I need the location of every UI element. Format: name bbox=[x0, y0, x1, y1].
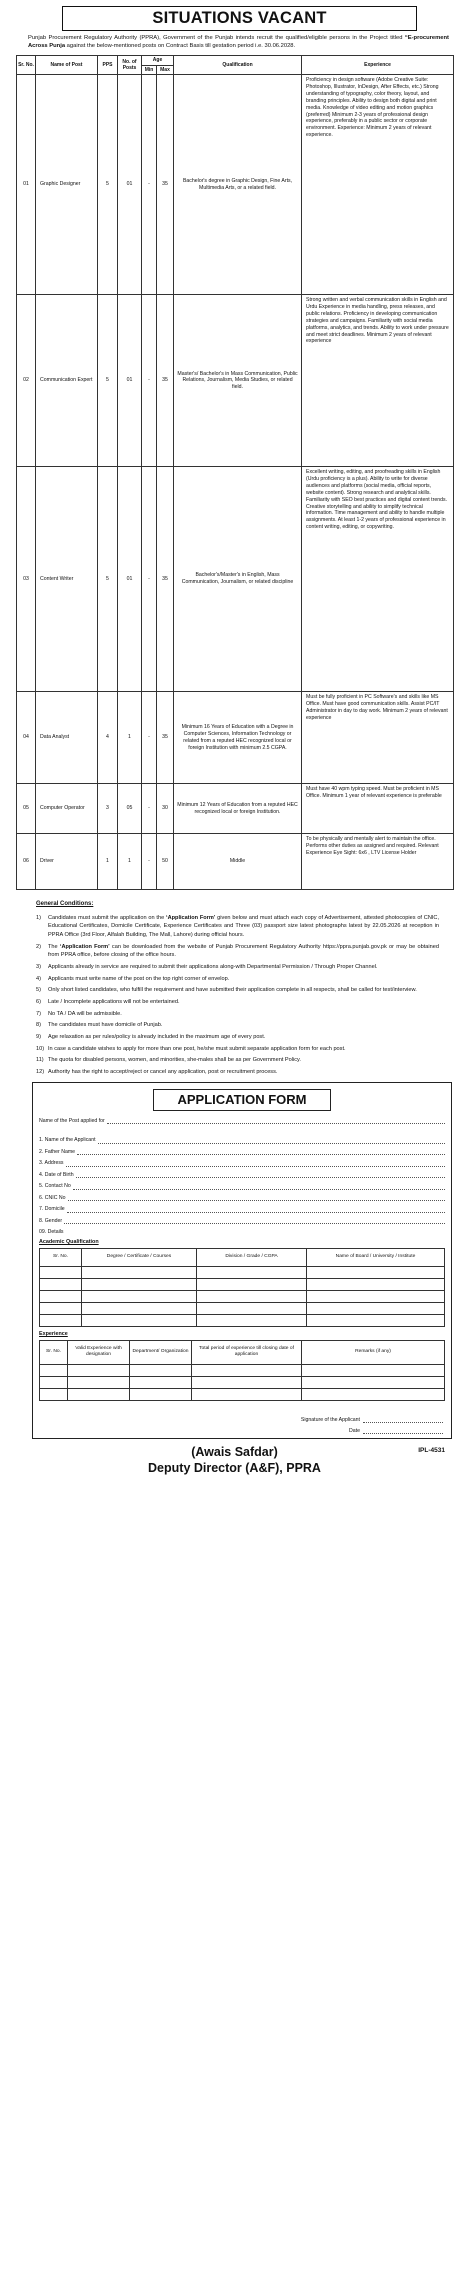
field-label: 4. Date of Birth bbox=[39, 1171, 74, 1178]
project-title: “E-procurement Across Punja bbox=[28, 34, 449, 50]
table-cell[interactable] bbox=[82, 1290, 197, 1302]
field-label: 7. Domicile bbox=[39, 1206, 65, 1213]
cell-pps: 5 bbox=[98, 467, 118, 692]
cell-posts: 01 bbox=[118, 467, 142, 692]
signatory bbox=[16, 1445, 453, 1476]
form-field[interactable] bbox=[33, 1147, 451, 1159]
cell-experience: Must be fully proficient in PC Software's and skills like MS Office. Must have good communication skills. Assist PC/IT Administrator in day to day work. Minimum 2 years of relevant experience bbox=[302, 692, 454, 784]
table-cell[interactable] bbox=[197, 1314, 307, 1326]
header-qualification: Qualification bbox=[174, 56, 302, 75]
cell-qualification: Minimum 16 Years of Education with a Degree in Computer Sciences, Information Technology or related from a reputed HEC recognized local or foreign Institution with minimum 2.5 CGPA. bbox=[174, 692, 302, 784]
header-age-min: Min bbox=[142, 65, 157, 75]
signature-label: Signature of the Applicant bbox=[300, 1417, 360, 1424]
condition-text-part: can be downloaded from the website of Punjab Procurement Regulatory Authority https://ppra.punjab.gov.pk or may be obtained from PPRA office, before closing of the office hours. bbox=[48, 943, 439, 959]
list-item bbox=[36, 998, 439, 1007]
list-item bbox=[36, 1056, 439, 1065]
cell-age-min: - bbox=[142, 692, 157, 784]
table-cell[interactable] bbox=[40, 1388, 68, 1400]
cell-age-max: 50 bbox=[157, 834, 174, 890]
table-cell[interactable] bbox=[68, 1376, 130, 1388]
condition-number: 5) bbox=[36, 987, 41, 994]
experience-header: Remarks (if any) bbox=[302, 1340, 445, 1364]
experience-header: Sr. No. bbox=[40, 1340, 68, 1364]
header-age-max: Max bbox=[157, 65, 174, 75]
table-row bbox=[17, 467, 454, 692]
table-cell[interactable] bbox=[40, 1290, 82, 1302]
cell-post: Graphic Designer bbox=[36, 75, 98, 295]
table-cell[interactable] bbox=[302, 1364, 445, 1376]
cell-experience: Excellent writing, editing, and proofreading skills in English (Urdu proficiency is a plus). Ability to write for diverse audiences and platforms (social media, official reports, website content). Strong research and analytical skills. Familiarity with SEO best practices and digital content trends. Creative storytelling and ability to simplify technical information. Time management and ability to handle multiple assignments. At least 1-2 years of professional experience in content writing, editing, or copywriting. bbox=[302, 467, 454, 692]
experience-heading: Experience bbox=[39, 1330, 68, 1337]
table-cell[interactable] bbox=[40, 1278, 82, 1290]
form-title: APPLICATION FORM bbox=[153, 1089, 331, 1110]
condition-text bbox=[48, 943, 439, 960]
header-pps: PPS bbox=[98, 56, 118, 75]
condition-number: 3) bbox=[36, 963, 41, 970]
list-item bbox=[36, 1021, 439, 1030]
header-age: Age bbox=[142, 56, 174, 66]
condition-number: 4) bbox=[36, 975, 41, 982]
field-line[interactable] bbox=[73, 1181, 445, 1190]
application-form bbox=[32, 1082, 452, 1438]
table-cell[interactable] bbox=[307, 1314, 445, 1326]
cell-pps: 5 bbox=[98, 75, 118, 295]
condition-number: 8) bbox=[36, 1022, 41, 1029]
field-label: 2. Father Name bbox=[39, 1148, 76, 1155]
list-item bbox=[36, 943, 439, 960]
list-item bbox=[36, 986, 439, 995]
condition-text bbox=[48, 914, 439, 940]
condition-number: 1) bbox=[36, 914, 41, 921]
condition-number: 10) bbox=[36, 1045, 45, 1052]
field-label: 6. CNIC No bbox=[39, 1194, 66, 1201]
field-line[interactable] bbox=[66, 1158, 445, 1167]
experience-table bbox=[39, 1340, 445, 1401]
table-row[interactable] bbox=[40, 1266, 445, 1278]
list-item bbox=[36, 1033, 439, 1042]
header-no-of-posts: No. of Posts bbox=[118, 56, 142, 75]
field-label: 09. Details bbox=[39, 1229, 64, 1236]
cell-posts: 1 bbox=[118, 834, 142, 890]
condition-text: Only short listed candidates, who fulfill the requirement and have submitted their application complete in all respects, shall be called for test/interview. bbox=[48, 987, 417, 994]
general-conditions bbox=[36, 900, 439, 1076]
table-row bbox=[17, 692, 454, 784]
cell-qualification: Minimum 12 Years of Education from a reputed HEC recognized local or foreign Institution. bbox=[174, 784, 302, 834]
table-cell[interactable] bbox=[307, 1266, 445, 1278]
condition-number: 12) bbox=[36, 1068, 45, 1075]
table-row[interactable] bbox=[40, 1314, 445, 1326]
condition-text-bold: ‘Application Form’ bbox=[59, 943, 110, 950]
table-cell[interactable] bbox=[197, 1290, 307, 1302]
cell-age-max: 35 bbox=[157, 75, 174, 295]
form-field[interactable] bbox=[33, 1193, 451, 1205]
experience-header: Total period of experience till closing date of application bbox=[192, 1340, 302, 1364]
table-cell[interactable] bbox=[130, 1364, 192, 1376]
cell-post: Computer Operator bbox=[36, 784, 98, 834]
table-cell[interactable] bbox=[130, 1376, 192, 1388]
table-row bbox=[17, 784, 454, 834]
table-cell[interactable] bbox=[82, 1278, 197, 1290]
post-applied-field[interactable] bbox=[33, 1116, 451, 1128]
cell-qualification: Middle bbox=[174, 834, 302, 890]
academic-header: Division / Grade / CGPA bbox=[197, 1248, 307, 1266]
cell-age-min: - bbox=[142, 784, 157, 834]
table-cell[interactable] bbox=[40, 1266, 82, 1278]
cell-age-max: 35 bbox=[157, 295, 174, 467]
cell-pps: 5 bbox=[98, 295, 118, 467]
table-cell[interactable] bbox=[82, 1266, 197, 1278]
signature-field[interactable] bbox=[33, 1413, 451, 1424]
experience-header: Department/ Organization bbox=[130, 1340, 192, 1364]
cell-age-min: - bbox=[142, 295, 157, 467]
condition-text-bold: ‘Application Form’ bbox=[166, 914, 216, 921]
field-label: 1. Name of the Applicant bbox=[39, 1137, 96, 1144]
cell-posts: 1 bbox=[118, 692, 142, 784]
date-field[interactable] bbox=[33, 1424, 451, 1435]
condition-text: Applicants already in service are required to submit their applications along-with Departmental Permission / Through Proper Channel. bbox=[48, 963, 378, 970]
table-cell[interactable] bbox=[130, 1388, 192, 1400]
condition-text-part: The bbox=[48, 943, 60, 950]
condition-number: 2) bbox=[36, 943, 41, 950]
academic-header: Sr. No. bbox=[40, 1248, 82, 1266]
form-field[interactable] bbox=[33, 1170, 451, 1182]
form-field[interactable] bbox=[33, 1158, 451, 1170]
intro-text-2: against the below-mentioned posts on Contract Basis till gestation period i.e. 30.06.2028. bbox=[65, 43, 296, 50]
date-label: Date bbox=[349, 1428, 360, 1435]
list-item bbox=[36, 963, 439, 972]
table-cell[interactable] bbox=[197, 1278, 307, 1290]
academic-header: Name of Board / University / Institute bbox=[307, 1248, 445, 1266]
table-row[interactable] bbox=[40, 1364, 445, 1376]
table-cell[interactable] bbox=[40, 1376, 68, 1388]
table-cell[interactable] bbox=[82, 1302, 197, 1314]
condition-text: The quota for disabled persons, women, and minorities, she-males shall be as per Government Policy. bbox=[48, 1057, 301, 1064]
cell-qualification: Bachelor's degree in Graphic Design, Fine Arts, Multimedia Arts, or a related field. bbox=[174, 75, 302, 295]
academic-table bbox=[39, 1248, 445, 1327]
cell-experience: Strong written and verbal communication skills in English and Urdu Experience in media handling, press releases, and public relations. Proficiency in developing communication strategies and campaigns. Familiarity with social media platforms, analytics, and trends. Ability to work under pressure and meet strict deadlines. Minimum 2 years of relevant experience bbox=[302, 295, 454, 467]
cell-age-min: - bbox=[142, 467, 157, 692]
cell-age-min: - bbox=[142, 75, 157, 295]
form-field[interactable] bbox=[33, 1204, 451, 1216]
cell-sr: 05 bbox=[17, 784, 36, 834]
table-cell[interactable] bbox=[197, 1266, 307, 1278]
cell-post: Content Writer bbox=[36, 467, 98, 692]
table-cell[interactable] bbox=[302, 1376, 445, 1388]
general-conditions-heading: General Conditions: bbox=[36, 901, 94, 908]
table-cell[interactable] bbox=[197, 1302, 307, 1314]
cell-age-min: - bbox=[142, 834, 157, 890]
condition-number: 7) bbox=[36, 1010, 41, 1017]
table-row[interactable] bbox=[40, 1376, 445, 1388]
table-cell[interactable] bbox=[68, 1364, 130, 1376]
list-item bbox=[36, 914, 439, 940]
field-line[interactable] bbox=[67, 1204, 445, 1213]
page-title: SITUATIONS VACANT bbox=[62, 6, 417, 31]
cell-posts: 01 bbox=[118, 295, 142, 467]
ipl-code: IPL-4531 bbox=[418, 1446, 445, 1454]
date-line[interactable] bbox=[363, 1433, 443, 1434]
field-label: 5. Contact No bbox=[39, 1183, 71, 1190]
field-label: Name of the Post applied for bbox=[39, 1117, 105, 1124]
cell-sr: 01 bbox=[17, 75, 36, 295]
table-cell[interactable] bbox=[307, 1278, 445, 1290]
table-cell[interactable] bbox=[192, 1376, 302, 1388]
condition-text-part: given below and must attach each copy of Advertisement, attested photocopies of CNIC, Educational Certificates, Domicile Certificate, Experience Certificates and Three (03) passport size latest photographs latest by 22.05.2026 at reception in PPRA Office (3rd Floor, Alfalah Building, The Mall, Lahore) during official hours. bbox=[48, 914, 440, 938]
list-item bbox=[36, 1010, 439, 1019]
cell-post: Driver bbox=[36, 834, 98, 890]
signature-line[interactable] bbox=[363, 1422, 443, 1423]
conditions-list bbox=[36, 914, 439, 1077]
table-row[interactable] bbox=[40, 1278, 445, 1290]
table-cell[interactable] bbox=[82, 1314, 197, 1326]
cell-experience: To be physically and mentally alert to maintain the office. Performs other duties as assigned and required. Relevant Experience Eye Sight: 6x6 , LTV License Holder bbox=[302, 834, 454, 890]
cell-pps: 3 bbox=[98, 784, 118, 834]
academic-heading: Academic Qualification bbox=[39, 1238, 99, 1245]
form-field[interactable] bbox=[33, 1216, 451, 1228]
details-label bbox=[33, 1227, 451, 1239]
table-row bbox=[17, 295, 454, 467]
condition-text: Authority has the right to accept/reject or cancel any application, post or recruitment process. bbox=[48, 1068, 278, 1075]
condition-text: No TA / DA will be admissible. bbox=[48, 1010, 122, 1017]
table-cell[interactable] bbox=[307, 1290, 445, 1302]
cell-sr: 02 bbox=[17, 295, 36, 467]
cell-post: Data Analyst bbox=[36, 692, 98, 784]
cell-sr: 04 bbox=[17, 692, 36, 784]
field-line[interactable] bbox=[68, 1193, 445, 1202]
table-cell[interactable] bbox=[68, 1388, 130, 1400]
condition-text: The candidates must have domicile of Punjab. bbox=[48, 1022, 163, 1029]
condition-text: Applicants must write name of the post on the top right corner of envelop. bbox=[48, 975, 230, 982]
cell-age-max: 30 bbox=[157, 784, 174, 834]
table-row bbox=[17, 75, 454, 295]
condition-text-part: Candidates must submit the application on the bbox=[48, 914, 167, 921]
header-experience: Experience bbox=[302, 56, 454, 75]
cell-age-max: 35 bbox=[157, 467, 174, 692]
cell-pps: 4 bbox=[98, 692, 118, 784]
field-line[interactable] bbox=[107, 1116, 445, 1125]
field-label: 3. Address bbox=[39, 1160, 64, 1167]
condition-number: 9) bbox=[36, 1033, 41, 1040]
field-line[interactable] bbox=[98, 1135, 445, 1144]
table-cell[interactable] bbox=[40, 1314, 82, 1326]
cell-posts: 01 bbox=[118, 75, 142, 295]
experience-header: Valid Experience with designation bbox=[68, 1340, 130, 1364]
header-post: Name of Post bbox=[36, 56, 98, 75]
cell-posts: 05 bbox=[118, 784, 142, 834]
table-row[interactable] bbox=[40, 1290, 445, 1302]
cell-sr: 03 bbox=[17, 467, 36, 692]
posts-table bbox=[16, 55, 454, 890]
cell-pps: 1 bbox=[98, 834, 118, 890]
cell-qualification: Bachelor's/Master's in English, Mass Communication, Journalism, or related discipline bbox=[174, 467, 302, 692]
signatory-name: (Awais Safdar) bbox=[191, 1444, 278, 1459]
form-field[interactable] bbox=[33, 1135, 451, 1147]
table-cell[interactable] bbox=[40, 1364, 68, 1376]
table-row[interactable] bbox=[40, 1302, 445, 1314]
cell-post: Communication Expert bbox=[36, 295, 98, 467]
list-item bbox=[36, 1068, 439, 1077]
cell-age-max: 35 bbox=[157, 692, 174, 784]
intro-paragraph bbox=[28, 34, 449, 51]
table-row[interactable] bbox=[40, 1388, 445, 1400]
cell-experience: Proficiency in design software (Adobe Creative Suite: Photoshop, Illustrator, InDesign, After Effects, etc.) Strong understanding of typography, color theory, layout, and branding principles. Ability to design both digital and print media. Knowledge of video editing and motion graphics (preferred) Minimum 2-3 years of professional design experience, preferably in a public sector or corporate environment. Experience: Minimum 2 years of relevant experience. bbox=[302, 75, 454, 295]
table-row bbox=[17, 834, 454, 890]
signatory-designation: Deputy Director (A&F), PPRA bbox=[148, 1460, 321, 1475]
field-line[interactable] bbox=[64, 1216, 445, 1225]
academic-header: Degree / Certificate / Courses bbox=[82, 1248, 197, 1266]
intro-text-1: Punjab Procurement Regulatory Authority (PPRA), Government of the Punjab intends recruit the qualified/eligible persons in the Project titled bbox=[28, 34, 405, 41]
cell-qualification: Master's/ Bachelor's in Mass Communication, Public Relations, Journalism, Media Studies, or related field. bbox=[174, 295, 302, 467]
cell-experience: Must have 40 wpm typing speed. Must be proficient in MS Office. Minimum 1 year of relevant experience is preferable bbox=[302, 784, 454, 834]
condition-number: 11) bbox=[36, 1057, 44, 1064]
field-line[interactable] bbox=[76, 1170, 445, 1179]
field-line[interactable] bbox=[77, 1147, 445, 1156]
condition-text: Age relaxation as per rules/policy is already included in the maximum age of every post. bbox=[48, 1033, 266, 1040]
condition-text: Late / Incomplete applications will not be entertained. bbox=[48, 998, 180, 1005]
table-cell[interactable] bbox=[40, 1302, 82, 1314]
form-field[interactable] bbox=[33, 1181, 451, 1193]
table-cell[interactable] bbox=[302, 1388, 445, 1400]
table-cell[interactable] bbox=[192, 1388, 302, 1400]
cell-sr: 06 bbox=[17, 834, 36, 890]
condition-text: In case a candidate wishes to apply for more than one post, he/she must submit separate application form for each post. bbox=[48, 1045, 346, 1052]
header-sr: Sr. No. bbox=[17, 56, 36, 75]
table-cell[interactable] bbox=[192, 1364, 302, 1376]
list-item bbox=[36, 1045, 439, 1054]
condition-number: 6) bbox=[36, 998, 41, 1005]
field-label: 8. Gender bbox=[39, 1217, 63, 1224]
list-item bbox=[36, 975, 439, 984]
table-cell[interactable] bbox=[307, 1302, 445, 1314]
